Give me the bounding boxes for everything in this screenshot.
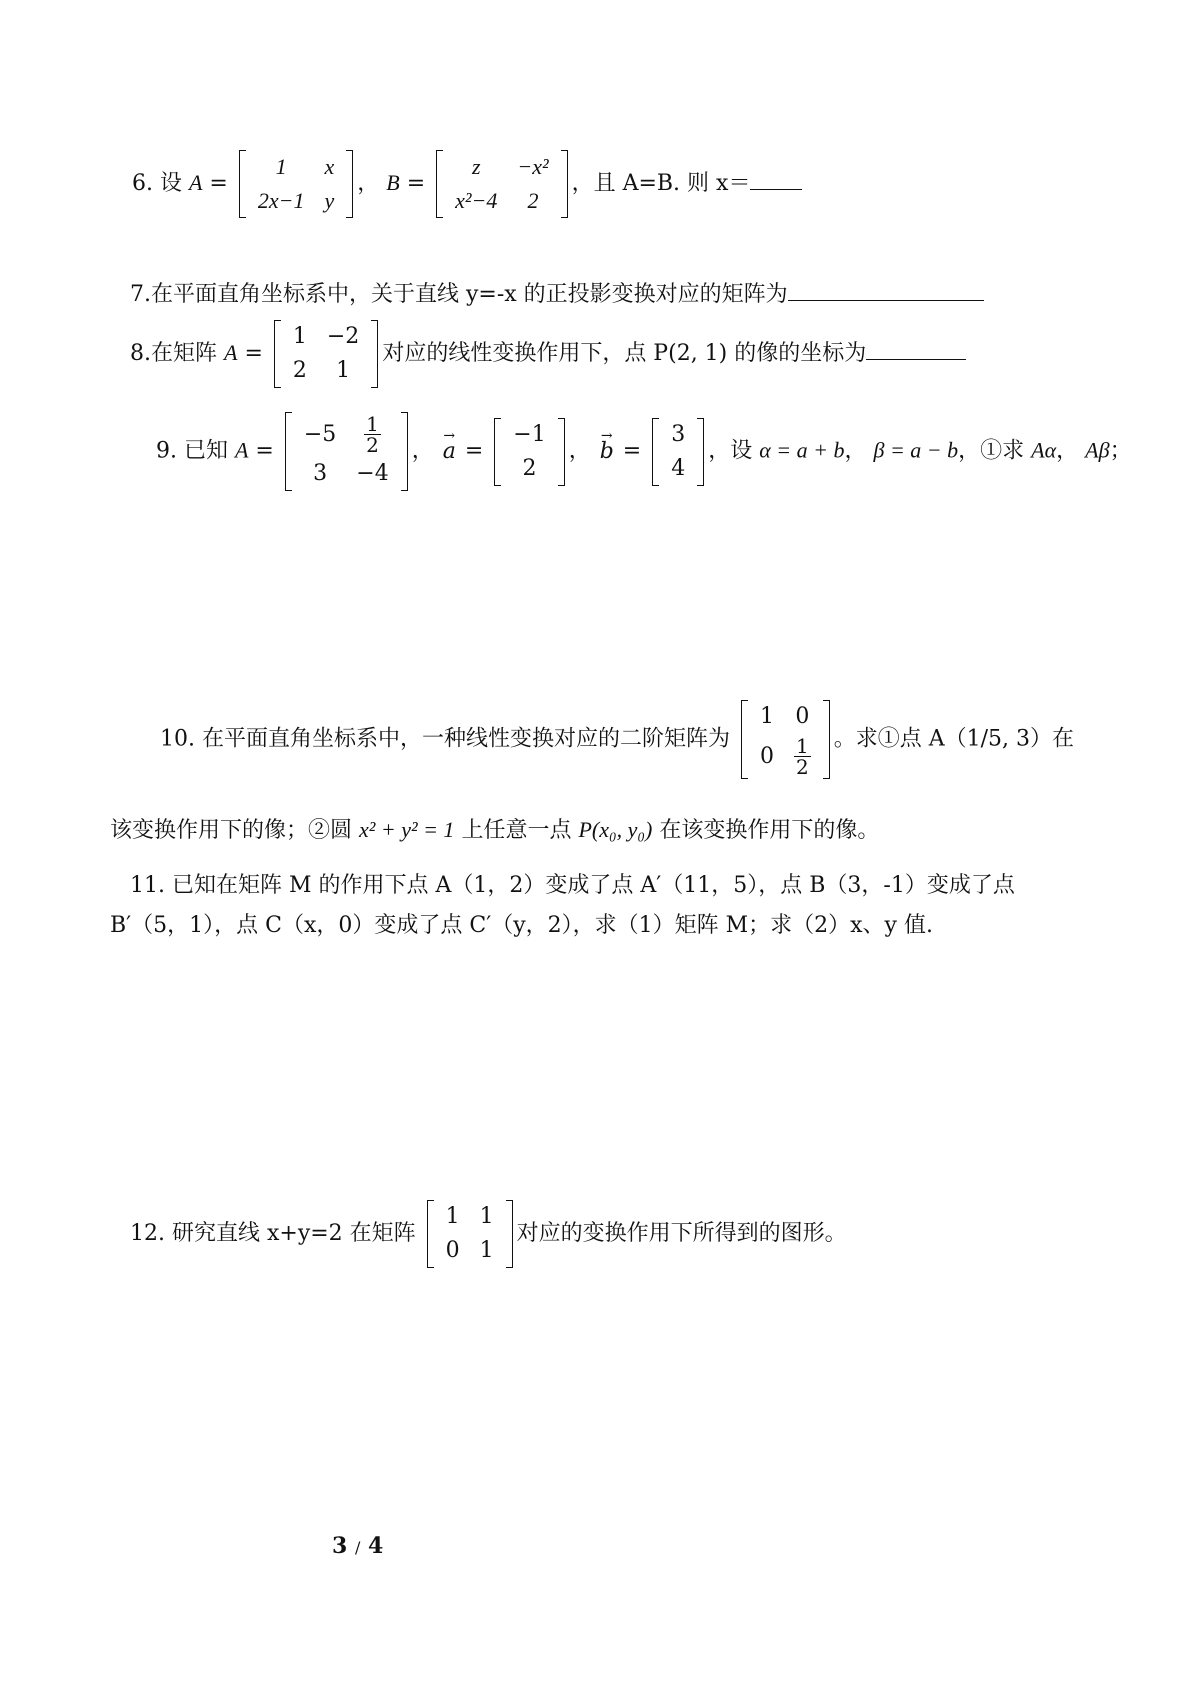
matrix-cell: 1 [445,1204,460,1229]
question-6: 6. 设 A = 1 x 2x−1 y ， B = z −x² x²−4 2 ，且 A=B. 则 x＝ [132,150,802,218]
matrix-label-A: A [224,340,238,365]
matrix-cell: 1 [479,1238,494,1263]
vector-cell: 3 [671,421,686,447]
A-beta: Aβ [1085,437,1110,463]
beta-expression: β = a − b [873,437,959,463]
q8-suffix: 对应的线性变换作用下，点 P(2, 1) 的像的坐标为 [382,341,867,366]
matrix-cell: 1 [759,704,774,729]
q9-set: ，设 [708,438,753,464]
page-number [332,1533,383,1559]
q11-line2: B′（5，1），点 C（x，0）变成了点 C′（y，2），求（1）矩阵 M；求（2）x、y 值. [110,913,933,938]
q9-ask: ，①求 [958,438,1025,464]
alpha-expression: α = a + b [759,437,845,463]
point-P: P(x₀, y₀) [578,817,653,842]
page-current: 3 [332,1533,348,1559]
matrix-cell: 1 [336,358,351,383]
matrix-label-A: A [188,170,203,195]
matrix-cell-fraction: $\frac{1}{2}$ [795,734,809,779]
matrix-cell: −5 [303,421,337,447]
q6-matrix-A [239,150,353,218]
A-alpha: Aα [1031,437,1057,463]
vector-cell: 4 [671,455,686,481]
matrix-cell: 2 [292,358,307,383]
circle-equation: x² + y² = 1 [359,817,455,842]
matrix-cell: 2 [527,188,539,213]
vector-cell: 2 [522,455,537,481]
matrix-cell: −4 [356,461,389,486]
q10-matrix [741,700,830,779]
q9-vector-a [494,418,564,486]
matrix-cell: −x² [517,154,549,179]
q6-sep: ， [357,171,380,196]
vector-b-label: → b [600,438,614,466]
answer-blank[interactable] [750,167,802,190]
q12-matrix [427,1200,513,1268]
matrix-cell: x²−4 [455,188,498,213]
question-7 [130,278,984,309]
answer-blank[interactable] [866,337,966,360]
q8-matrix-A [274,320,378,388]
question-8: 8.在矩阵 A = 1 −2 2 1 对应的线性变换作用下，点 P(2, 1) 的像的坐标为 [130,320,966,388]
matrix-label-A: A [234,437,249,463]
matrix-cell: 1 [275,154,287,179]
vector-cell: −1 [513,421,546,447]
q9-end: ； [1109,438,1132,464]
q10-prefix: 10. 在平面直角坐标系中，一种线性变换对应的二阶矩阵为 [160,726,730,752]
page-total: 4 [368,1533,384,1559]
question-11 [130,872,1015,900]
q8-prefix: 8.在矩阵 [130,341,217,366]
q10-suffix: 。求①点 A（1/5, 3）在 [833,726,1074,752]
matrix-cell: 0 [759,743,774,769]
question-10-line2 [110,816,879,845]
q10-line2-c: 在该变换作用下的像。 [659,818,880,843]
matrix-label-B: B [386,170,400,195]
question-9: 9. 已知 A = −5 $\frac{1}{2}$ 3 −4 ， → a = −1 2 ， → b = 3 4 ，设 α = a + b， β = a − b，①求 Aα， Aβ； [156,412,1132,491]
q12-suffix: 对应的变换作用下所得到的图形。 [516,1221,847,1246]
matrix-cell: 1 [292,324,307,349]
q10-line2-b: 上任意一点 [461,818,572,843]
page-sep: / [354,1538,361,1557]
q12-prefix: 12. 研究直线 x+y=2 在矩阵 [130,1221,416,1246]
matrix-cell: −2 [326,324,360,349]
matrix-cell: 3 [313,461,328,486]
q7-text: 7.在平面直角坐标系中，关于直线 y=-x 的正投影变换对应的矩阵为 [130,282,788,307]
matrix-cell: 1 [479,1204,494,1229]
q6-matrix-B [436,150,567,218]
q10-line2-a: 该变换作用下的像；②圆 [110,818,353,843]
q6-suffix: ，且 A=B. 则 x＝ [571,171,751,196]
matrix-cell-fraction: $\frac{1}{2}$ [366,412,379,457]
q11-line1: 11. 已知在矩阵 M 的作用下点 A（1，2）变成了点 A′（11，5），点 B（3，-1）变成了点 [130,873,1015,898]
q6-prefix: 6. 设 [132,171,182,196]
q9-vector-b [652,418,704,486]
matrix-cell: 0 [445,1238,460,1263]
question-10 [160,700,1074,779]
question-11-line2 [110,912,933,940]
matrix-cell: y [324,188,335,213]
q9-prefix: 9. 已知 [156,438,228,464]
matrix-cell: z [471,154,481,179]
answer-blank[interactable] [788,278,984,301]
vector-a-label: → a [443,438,456,466]
matrix-cell: x [324,154,335,179]
q9-matrix-A [285,412,408,491]
matrix-cell: 0 [795,704,810,729]
question-12 [130,1200,847,1268]
matrix-cell: 2x−1 [257,188,305,213]
